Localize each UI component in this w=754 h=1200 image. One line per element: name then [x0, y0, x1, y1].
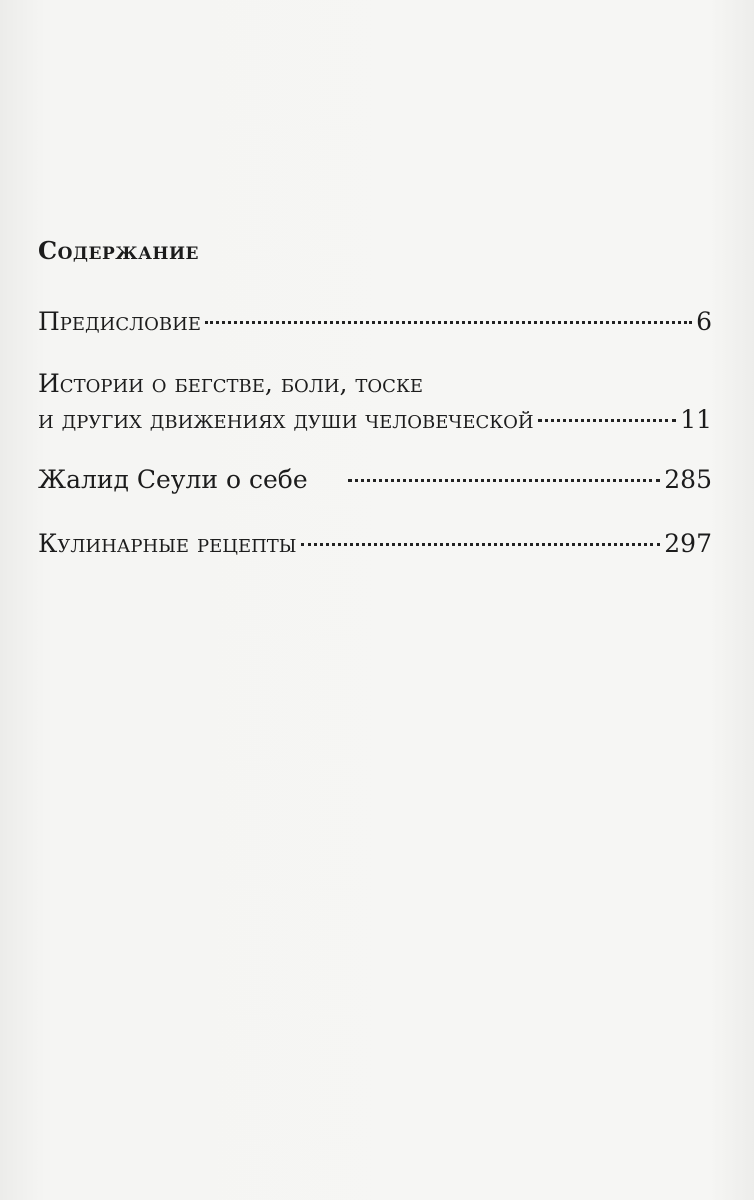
toc-entry-page: 285: [664, 465, 712, 494]
toc-entry-label-line2: и других движениях души человеческой: [38, 405, 534, 434]
dot-leader: [348, 479, 661, 482]
toc-entry: [38, 526, 712, 562]
toc-entry: [38, 366, 712, 438]
toc-entry-label: Кулинарные рецепты: [38, 529, 297, 558]
dot-leader: [205, 321, 692, 324]
toc-entry-page: 6: [696, 307, 712, 336]
toc-entry: [38, 462, 712, 498]
dot-leader: [538, 419, 677, 422]
table-of-contents: [38, 236, 712, 558]
toc-entry-label-line1: Истории о бегстве, боли, тоске: [38, 369, 424, 398]
toc-heading: Содержание: [38, 236, 199, 265]
toc-entry-label: Жалид Сеули о себе: [38, 465, 308, 494]
toc-entry: [38, 304, 712, 340]
toc-entry-page: 297: [664, 529, 712, 558]
dot-leader: [301, 543, 661, 546]
toc-entry-label: Предисловие: [38, 307, 201, 336]
toc-entry-page: 11: [680, 405, 712, 434]
